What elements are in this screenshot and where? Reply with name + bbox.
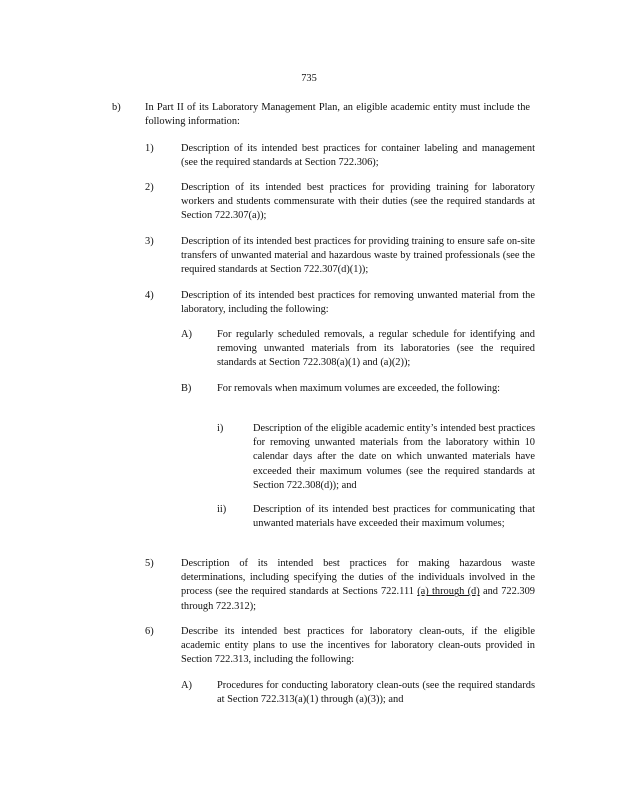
list-item-text: Description of its intended best practices for container labeling and management (see the required standards at Section 722.306); xyxy=(181,143,535,169)
list-item-text: Describe its intended best practices for laboratory clean-outs, if the eligible academic entity plans to use the incentives for laboratory clean-outs provided in Section 722.313, including the following: xyxy=(181,626,535,666)
list-item-text: For regularly scheduled removals, a regular schedule for identifying and removing unwanted materials from its laboratories (see the required standards at Section 722.308(a)(1) and (a)(2)); xyxy=(217,329,535,369)
list-item-text: Description of its intended best practices for providing training for laboratory workers and students commensurate with their duties (see the required standards at Section 722.307(a)); xyxy=(181,182,535,222)
list-item-label: 4) xyxy=(145,290,154,301)
list-item-label: 3) xyxy=(145,236,154,247)
text-segment: Description of its intended best practices for making hazardous waste determinations, including specifying the duties of the individuals involved in the process (see the required standards at Sections 722.111 xyxy=(181,558,535,598)
paragraph-label: b) xyxy=(112,102,121,113)
paragraph-text: In Part II of its Laboratory Management Plan, an eligible academic entity must include the following information: xyxy=(145,102,530,128)
page-number: 735 xyxy=(301,73,317,84)
list-item-text: Description of its intended best practices for providing training to ensure safe on-site transfers of unwanted material and hazardous waste by trained professionals (see the required standards at Section 722.307(d)(1)); xyxy=(181,236,535,276)
list-item-label: 5) xyxy=(145,558,154,569)
list-item-text: Description of its intended best practices for removing unwanted material from the laboratory, including the following: xyxy=(181,290,535,316)
list-item-text: Description of its intended best practices for communicating that unwanted materials have exceeded their maximum volumes; xyxy=(253,504,535,530)
list-item-text xyxy=(181,557,535,614)
list-item-label: 6) xyxy=(145,626,154,637)
list-item-label: ii) xyxy=(217,504,227,515)
list-item-text: For removals when maximum volumes are exceeded, the following: xyxy=(217,383,501,394)
text-segment: and 722.309 through 722.312); xyxy=(181,586,536,612)
underlined-text: (a) through (d) xyxy=(417,586,480,598)
list-item-label: i) xyxy=(217,423,224,434)
list-item-label: A) xyxy=(181,329,192,340)
list-item-label: B) xyxy=(181,383,192,394)
list-item-label: A) xyxy=(181,680,192,691)
list-item-label: 2) xyxy=(145,182,154,193)
list-item-text: Procedures for conducting laboratory clean-outs (see the required standards at Section 722.313(a)(1) through (a)(3)); and xyxy=(217,680,535,706)
list-item-text: Description of the eligible academic entity’s intended best practices for removing unwanted materials from the laboratory within 10 calendar days after the date on which unwanted materials have exceeded their maximum volumes (see the required standards at Section 722.308(d)); and xyxy=(253,423,535,491)
list-item-label: 1) xyxy=(145,143,154,154)
